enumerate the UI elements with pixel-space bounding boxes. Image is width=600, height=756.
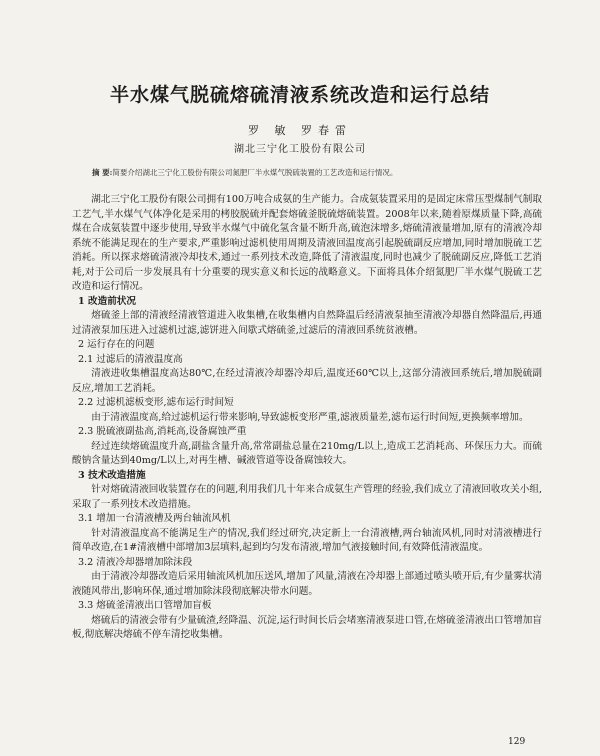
section-paragraph: 熔硫后的清液会带有少量硫渣,经降温、沉淀,运行时间长后会堵塞清液泵进口管,在熔硫釜清液出口管增加盲板,彻底解决熔硫不停车清挖收集槽。 [72,614,542,640]
subsection-heading: 3.1 增加一台清液槽及两台轴流风机 [78,513,231,524]
section-paragraph: 针对熔硫清液回收装置存在的问题,利用我们几十年来合成氨生产管理的经验,我们成立了清液回收攻关小组,采取了一系列技术改造措施。 [72,484,542,510]
subsection-heading: 2.2 过滤机滤板变形,滤布运行时间短 [78,397,234,408]
abstract-label: 摘 要: [92,168,113,177]
subsection-heading: 2.1 过滤后的清液温度高 [78,353,183,365]
paper-authors: 罗 敏 罗春雷 [248,124,352,137]
subsection-heading: 3.3 熔硫釜清液出口管增加盲板 [78,600,212,611]
section-heading: 1 改造前状况 [78,295,136,307]
intro-paragraph: 湖北三宁化工股份有限公司拥有100万吨合成氨的生产能力。合成氨装置采用的是固定床常压型煤制气制取工艺气,半水煤气气体净化是采用的栲胶脱硫并配套熔硫釜脱硫熔硫装置。2008年以来,随着原煤质量下降,高硫煤在合成氨装置中逐步使用,导致半水煤气中硫化氢含量不断升高,硫泡沫增多,熔硫清液量增加,原有的清液冷却系统不能满足现在的生产要求,严重影响过滤机使用周期及清液回温度高引起脱硫副反应增加,同时增加脱硫工艺消耗。所以探求熔硫清液冷却技术,通过一系列技术改造,降低了清液温度,同时也减少了脱硫副反应,降低工艺消耗,对于公司后一步发展具有十分重要的现实意义和长远的战略意义。下面将具体介绍氮肥厂半水煤气脱硫工艺改造和运行情况。 [72,194,542,292]
page-number: 129 [508,737,526,747]
paper-affiliation: 湖北三宁化工股份有限公司 [234,144,366,155]
section-paragraph: 熔硫釜上部的清液经清液管道进入收集槽,在收集槽内自然降温后经清液泵抽至清液冷却器自然降温后,再通过清液泵加压进入过滤机过滤,滤饼进入间歇式熔硫釜,过滤后的清液回系统贫液槽。 [72,310,542,336]
section-paragraph: 由于清液冷却器改造后采用轴流风机加压送风,增加了风量,清液在冷却器上部通过喷头喷开后,有少量雾状清液随风带出,影响环保,通过增加除沫段彻底解决带水问题。 [72,571,542,597]
subsection-heading: 2.3 脱硫液副盐高,消耗高,设备腐蚀严重 [78,426,247,437]
section-heading: 2 运行存在的问题 [78,339,155,350]
section-heading: 3 技术改造措施 [78,469,146,481]
paper-title: 半水煤气脱硫熔硫清液系统改造和运行总结 [109,84,490,106]
abstract [92,168,552,178]
section-paragraph: 针对清液温度高不能满足生产的情况,我们经过研究,决定新上一台清液槽,两台轴流风机,同时对清液槽进行简单改造,在1#清液槽中部增加3层填料,起到均匀发布清液,增加气液接触时间,有效降低清液温度。 [72,527,542,553]
section-paragraph: 清液进收集槽温度高达80℃,在经过清液冷却器冷却后,温度还60℃以上,这部分清液回系统后,增加脱硫副反应,增加工艺消耗。 [72,368,542,394]
section-paragraph: 由于清液温度高,给过滤机运行带来影响,导致滤板变形严重,滤液质量差,滤布运行时间短,更换频率增加。 [91,411,529,423]
abstract-text: 简要介绍湖北三宁化工股份有限公司氮肥厂半水煤气脱硫装置的工艺改造和运行情况。 [112,168,398,177]
section-paragraph: 经过连续熔硫温度升高,副盐含量升高,常常副盐总量在210mg/L以上,造成工艺消耗高、环保压力大。而硫酸钠含量达到40mg/L以上,对再生槽、碱液管道等设备腐蚀较大。 [72,440,542,466]
subsection-heading: 3.2 清液冷却器增加除沫段 [78,556,193,568]
paper-body [72,193,542,643]
